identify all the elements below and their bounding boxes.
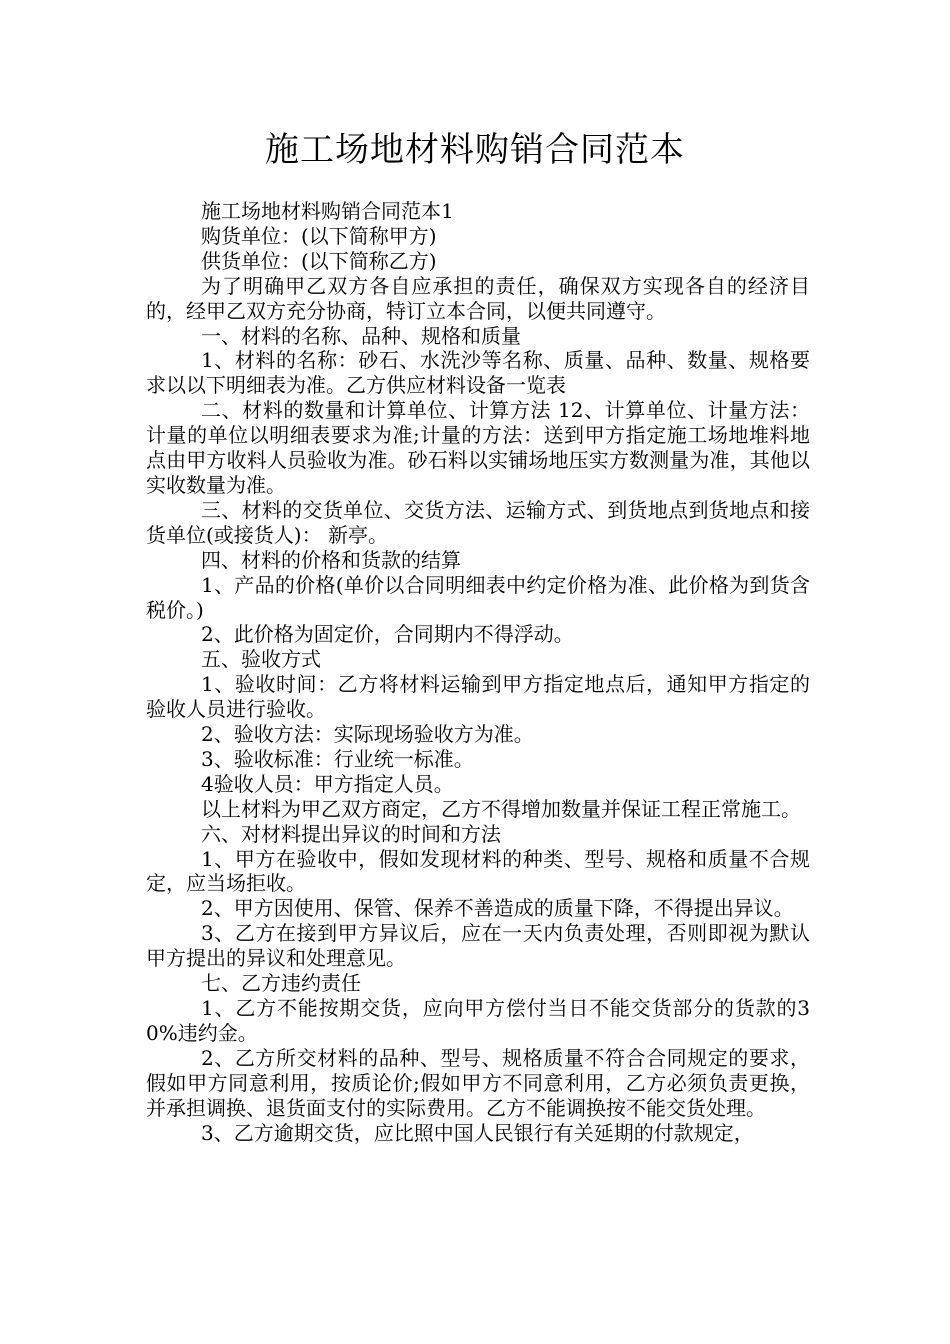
clause-7-1: 1、乙方不能按期交货，应向甲方偿付当日不能交货部分的货款的30%违约金。 [146,996,810,1045]
clause-6-1: 1、甲方在验收中，假如发现材料的种类、型号、规格和质量不合规定，应当场拒收。 [146,846,810,896]
clause-7-2: 2、乙方所交材料的品种、型号、规格质量不符合合同规定的要求，假如甲方同意利用，按质论价;假如甲方不同意利用，乙方必须负责更换，并承担调换、退货面支付的实际费用。乙方不能调换按不能交货处理。 [146,1045,810,1120]
clause-4-2: 2、此价格为固定价，合同期内不得浮动。 [201,622,574,647]
paragraph-preamble: 为了明确甲乙双方各自应承担的责任，确保双方实现各自的经济目的，经甲乙双方充分协商，特订立本合同，以便共同遵守。 [146,273,810,323]
clause-7-3: 3、乙方逾期交货，应比照中国人民银行有关延期的付款规定， [201,1120,754,1145]
clause-5-1: 1、验收时间：乙方将材料运输到甲方指定地点后，通知甲方指定的验收人员进行验收。 [146,672,810,722]
section-heading-5: 五、验收方式 [201,647,321,672]
clause-6-3: 3、乙方在接到甲方异议后，应在一天内负责处理，否则即视为默认甲方提出的异议和处理意见。 [146,921,810,971]
section-heading-7: 七、乙方违约责任 [201,971,361,996]
paragraph-buyer: 购货单位：(以下简称甲方) [201,223,437,248]
section-heading-4: 四、材料的价格和货款的结算 [201,547,461,572]
paragraph-heading-1: 施工场地材料购销合同范本1 [201,199,454,223]
section-heading-1: 一、材料的名称、品种、规格和质量 [201,323,521,348]
paragraph-supplier: 供货单位：(以下简称乙方) [201,248,437,273]
section-heading-3: 三、材料的交货单位、交货方法、运输方式、到货地点到货地点和接货单位(或接货人)： 新亭。 [146,497,810,547]
document-body [146,199,810,1145]
clause-6-2: 2、甲方因使用、保管、保养不善造成的质量下降，不得提出异议。 [201,896,794,921]
clause-5-4: 4验收人员：甲方指定人员。 [201,771,454,796]
clause-5-2: 2、验收方法：实际现场验收方为准。 [201,722,534,747]
clause-5-note: 以上材料为甲乙双方商定，乙方不得增加数量并保证工程正常施工。 [201,796,801,821]
document-title: 施工场地材料购销合同范本 [265,130,685,170]
section-heading-2: 二、材料的数量和计算单位、计算方法 12、计算单位、计量方法：计量的单位以明细表要求为准;计量的方法：送到甲方指定施工场地堆料地点由甲方收料人员验收为准。砂石料以实铺场地压实方数测量为准，其他以实收数量为准。 [146,398,810,497]
clause-5-3: 3、验收标准：行业统一标准。 [201,746,474,771]
section-heading-6: 六、对材料提出异议的时间和方法 [201,821,501,846]
clause-1-1: 1、材料的名称：砂石、水洗沙等名称、质量、品种、数量、规格要求以以下明细表为准。乙方供应材料设备一览表 [146,348,810,398]
clause-4-1: 1、产品的价格(单价以合同明细表中约定价格为准、此价格为到货含税价。) [146,572,810,622]
